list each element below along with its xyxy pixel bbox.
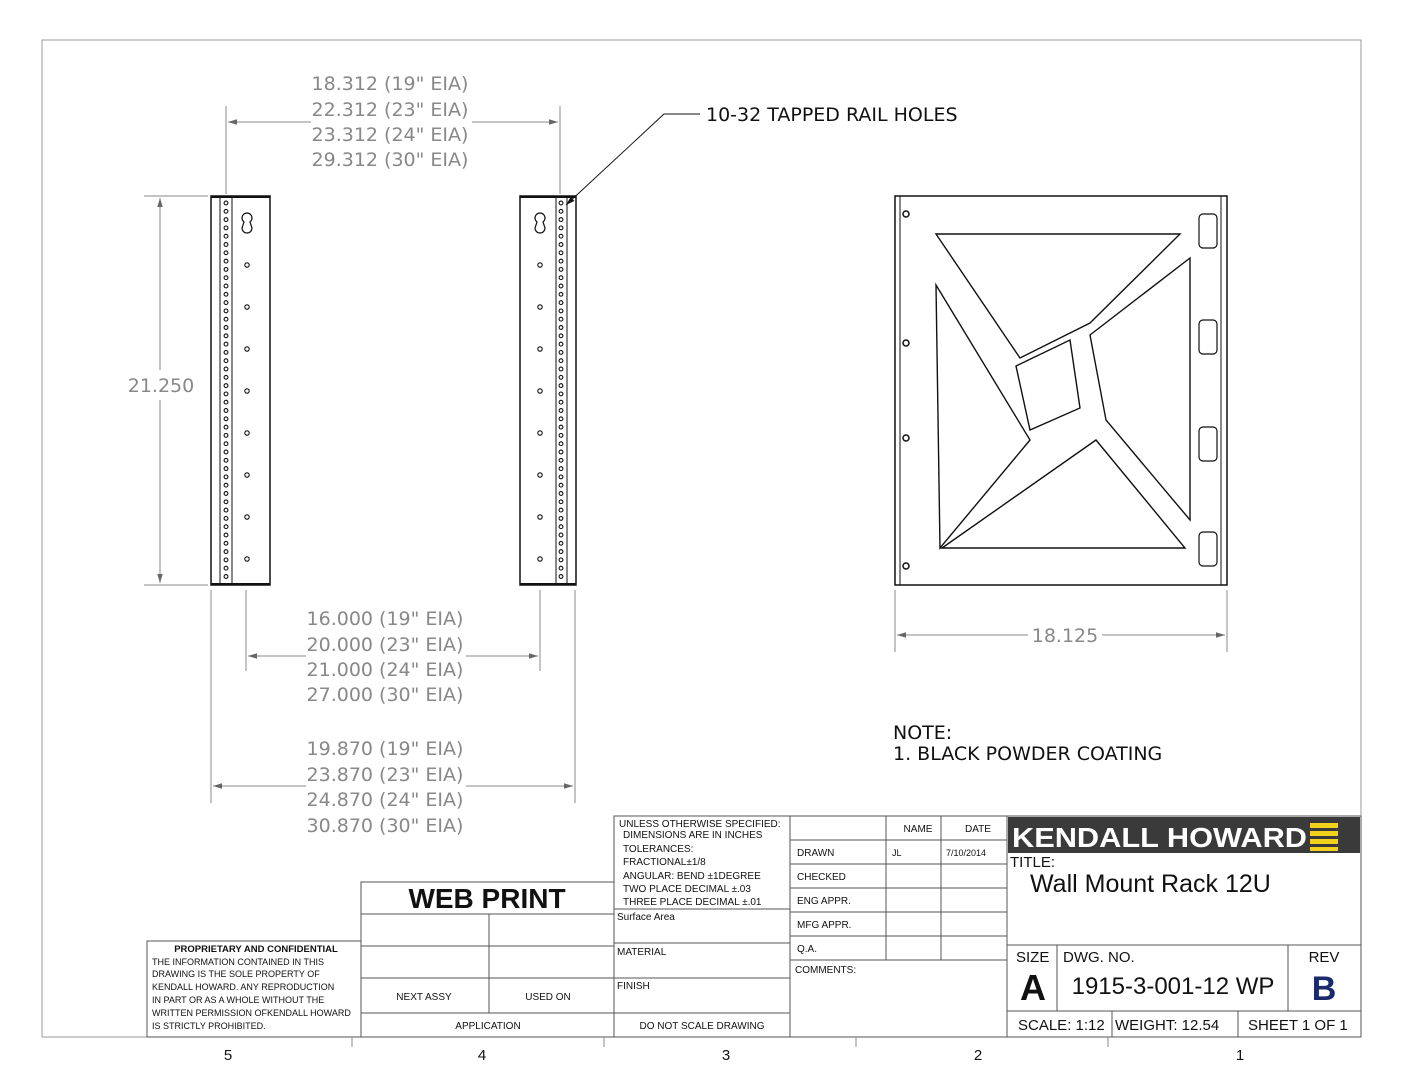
rail-hole (224, 458, 228, 462)
rev-value: B (1311, 970, 1337, 1008)
rail-hole (559, 475, 563, 479)
rail-hole (224, 409, 228, 413)
left-rail (211, 196, 270, 585)
name-header: NAME (903, 824, 933, 835)
rail-hole (224, 384, 228, 388)
dim-mid-2: 21.000 (24" EIA) (306, 659, 464, 681)
row-label: ENG APPR. (797, 896, 851, 907)
rail-hole (559, 525, 563, 529)
rail-hole (224, 500, 228, 504)
rail-hole (559, 533, 563, 537)
rail-hole (224, 566, 228, 570)
mount-hole (538, 263, 542, 267)
rail-hole (559, 458, 563, 462)
dim-side-width: 18.125 (1031, 625, 1099, 647)
zone-label: 5 (223, 1047, 233, 1064)
kendall-howard-logo (1008, 817, 1360, 853)
dim-top-1: 22.312 (23" EIA) (311, 99, 469, 121)
rail-hole (559, 384, 563, 388)
callout-text: 10-32 TAPPED RAIL HOLES (706, 104, 958, 126)
rail-hole (559, 575, 563, 579)
proprietary-line: DRAWING IS THE SOLE PROPERTY OF (152, 969, 320, 979)
rail-hole (559, 359, 563, 363)
rail-hole (224, 326, 228, 330)
title-label: TITLE: (1010, 854, 1056, 871)
rail-hole (224, 375, 228, 379)
mount-hole (245, 305, 249, 309)
rail-hole (559, 367, 563, 371)
rail-hole (224, 533, 228, 537)
mount-hole (538, 557, 542, 561)
mount-hole (538, 473, 542, 477)
rail-hole (559, 467, 563, 471)
proprietary-line: IS STRICTLY PROHIBITED. (152, 1021, 266, 1031)
row-label: MFG APPR. (797, 920, 852, 931)
rail-hole (224, 359, 228, 363)
dwg-no-value: 1915-3-001-12 WP (1071, 973, 1275, 1000)
rail-hole (224, 367, 228, 371)
rail-hole (559, 351, 563, 355)
dim-bottom-2: 24.870 (24" EIA) (306, 789, 464, 811)
dim-bottom-1: 23.870 (23" EIA) (306, 764, 464, 786)
note-item: 1. BLACK POWDER COATING (893, 743, 1163, 765)
material-label: MATERIAL (617, 947, 667, 958)
row-label: CHECKED (797, 872, 846, 883)
dim-mid-1: 20.000 (23" EIA) (306, 634, 464, 656)
web-print-label: WEB PRINT (408, 883, 566, 914)
dim-bottom-3: 30.870 (30" EIA) (306, 815, 464, 837)
date-header: DATE (965, 824, 991, 835)
dim-mid-0: 16.000 (19" EIA) (306, 608, 464, 630)
rail-hole (559, 284, 563, 288)
rail-hole (224, 525, 228, 529)
rail-hole (224, 334, 228, 338)
rail-hole (559, 492, 563, 496)
rail-hole (559, 309, 563, 313)
rail-hole (559, 541, 563, 545)
mount-hole (245, 515, 249, 519)
zone-label: 2 (973, 1047, 983, 1064)
rail-hole (224, 492, 228, 496)
next-assy-label: NEXT ASSY (396, 992, 452, 1003)
zone-label: 3 (721, 1047, 731, 1064)
rail-hole (559, 483, 563, 487)
comments-label: COMMENTS: (795, 965, 857, 976)
rail-hole (224, 417, 228, 421)
weight-label: WEIGHT: 12.54 (1115, 1017, 1220, 1034)
mount-hole (245, 389, 249, 393)
row-label: DRAWN (797, 848, 835, 859)
zone-label: 4 (477, 1047, 487, 1064)
rail-hole (559, 550, 563, 554)
finish-label: FINISH (617, 981, 650, 992)
note-title: NOTE: (893, 722, 953, 744)
rail-hole (559, 218, 563, 222)
rail-hole (559, 209, 563, 213)
svg-text:KENDALL HOWARD: KENDALL HOWARD (1012, 822, 1307, 853)
rail-hole (559, 442, 563, 446)
rail-hole (224, 201, 228, 205)
tolerance-line: UNLESS OTHERWISE SPECIFIED: (619, 819, 781, 830)
rail-hole (224, 292, 228, 296)
row-date: 7/10/2014 (946, 848, 987, 858)
rail-hole (559, 259, 563, 263)
rail-hole (559, 201, 563, 205)
rail-hole (224, 400, 228, 404)
rail-hole (559, 342, 563, 346)
drawing-title: Wall Mount Rack 12U (1030, 870, 1271, 898)
mount-hole (538, 347, 542, 351)
rail-hole (559, 234, 563, 238)
dim-top-3: 29.312 (30" EIA) (311, 149, 469, 171)
size-value: A (1020, 967, 1046, 1008)
rail-hole (559, 251, 563, 255)
rail-hole (559, 500, 563, 504)
rail-hole (559, 226, 563, 230)
rail-hole (224, 475, 228, 479)
rail-hole (224, 442, 228, 446)
rail-hole (559, 417, 563, 421)
rail-hole (224, 268, 228, 272)
keyhole-icon (242, 213, 252, 233)
dim-top-0: 18.312 (19" EIA) (311, 73, 469, 95)
rail-hole (224, 276, 228, 280)
tolerance-line: TOLERANCES: (623, 844, 694, 855)
zone-ticks (352, 1037, 1108, 1047)
rail-hole (224, 541, 228, 545)
dim-mid-3: 27.000 (30" EIA) (306, 684, 464, 706)
rail-hole (224, 508, 228, 512)
dim-height: 21.250 (127, 375, 195, 397)
rail-hole (224, 209, 228, 213)
rail-hole (224, 251, 228, 255)
rev-label: REV (1308, 949, 1340, 966)
rail-hole (224, 392, 228, 396)
rail-hole (224, 425, 228, 429)
mount-hole (538, 515, 542, 519)
rail-hole (224, 218, 228, 222)
mount-hole (538, 305, 542, 309)
rail-hole (559, 508, 563, 512)
rail-hole (559, 334, 563, 338)
rail-hole (559, 425, 563, 429)
mount-hole (538, 431, 542, 435)
side-panel (895, 196, 1227, 585)
rail-hole (559, 292, 563, 296)
rail-hole (559, 301, 563, 305)
mount-hole (245, 431, 249, 435)
zone-label: 1 (1235, 1047, 1245, 1064)
rail-hole (224, 243, 228, 247)
tolerance-line: FRACTIONAL±1/8 (623, 857, 706, 868)
proprietary-line: KENDALL HOWARD. ANY REPRODUCTION (152, 982, 335, 992)
rail-hole (224, 434, 228, 438)
rail-hole (224, 317, 228, 321)
dwg-no-label: DWG. NO. (1063, 949, 1135, 966)
rail-hole (224, 309, 228, 313)
rail-hole (559, 517, 563, 521)
proprietary-line: THE INFORMATION CONTAINED IN THIS (152, 957, 325, 967)
rail-hole (224, 259, 228, 263)
rail-hole (559, 400, 563, 404)
used-on-label: USED ON (525, 992, 571, 1003)
rail-hole (559, 434, 563, 438)
right-rail (520, 196, 576, 585)
dim-bottom-0: 19.870 (19" EIA) (306, 738, 464, 760)
proprietary-line: WRITTEN PERMISSION OFKENDALL HOWARD (152, 1008, 351, 1018)
rail-hole (224, 575, 228, 579)
tolerance-line: DIMENSIONS ARE IN INCHES (623, 830, 763, 841)
rail-hole (224, 301, 228, 305)
mount-hole (245, 473, 249, 477)
rail-hole (559, 317, 563, 321)
mount-hole (245, 263, 249, 267)
proprietary-title: PROPRIETARY AND CONFIDENTIAL (174, 944, 338, 955)
proprietary-line: IN PART OR AS A WHOLE WITHOUT THE (152, 995, 325, 1005)
rail-hole (559, 326, 563, 330)
rail-hole (559, 566, 563, 570)
rail-hole (224, 351, 228, 355)
mount-hole (245, 347, 249, 351)
rail-hole (224, 234, 228, 238)
rail-hole (224, 284, 228, 288)
surface-area-label: Surface Area (617, 912, 675, 923)
rail-hole (224, 342, 228, 346)
tolerance-line: ANGULAR: BEND ±1DEGREE (623, 871, 761, 882)
rail-hole (224, 517, 228, 521)
tolerance-line: THREE PLACE DECIMAL ±.01 (623, 897, 762, 908)
rail-hole (224, 550, 228, 554)
do-not-scale-label: DO NOT SCALE DRAWING (639, 1021, 765, 1032)
rail-hole (559, 409, 563, 413)
mount-hole (538, 389, 542, 393)
dim-top-2: 23.312 (24" EIA) (311, 124, 469, 146)
rail-hole (559, 243, 563, 247)
rail-hole (559, 276, 563, 280)
rail-hole (559, 268, 563, 272)
rail-hole (224, 450, 228, 454)
callout-leader (566, 114, 700, 205)
scale-label: SCALE: 1:12 (1018, 1017, 1105, 1034)
rail-hole (559, 558, 563, 562)
sheet-label: SHEET 1 OF 1 (1248, 1017, 1348, 1034)
row-name: JL (892, 848, 902, 858)
keyhole-icon (535, 213, 545, 233)
mount-hole (245, 557, 249, 561)
tolerance-line: TWO PLACE DECIMAL ±.03 (623, 884, 751, 895)
rail-hole (559, 450, 563, 454)
row-label: Q.A. (797, 944, 818, 955)
rail-hole (224, 483, 228, 487)
rail-hole (559, 392, 563, 396)
rail-hole (224, 467, 228, 471)
rail-hole (559, 375, 563, 379)
rail-hole (224, 226, 228, 230)
size-label: SIZE (1016, 949, 1050, 966)
rail-hole (224, 558, 228, 562)
application-label: APPLICATION (455, 1021, 521, 1032)
